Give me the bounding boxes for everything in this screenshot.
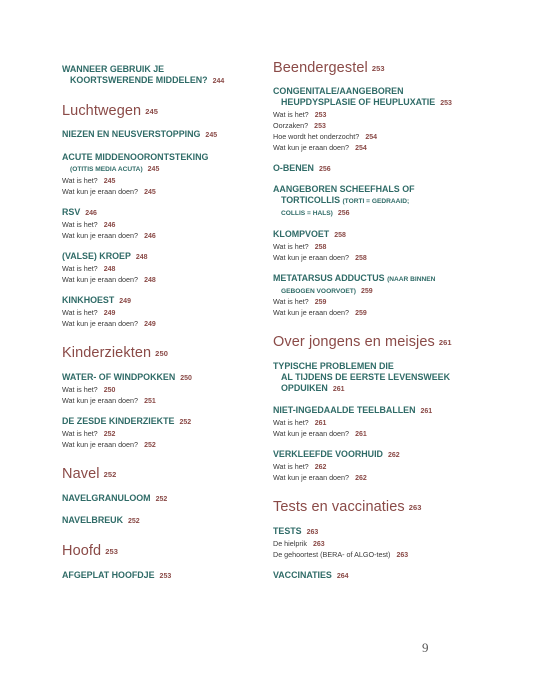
- toc-entry-middenoor[interactable]: ACUTE MIDDENOORONTSTEKING (OTITIS MEDIA ACUTA) 245: [62, 152, 209, 173]
- toc-sub-item[interactable]: Wat kun je eraan doen? 249: [62, 319, 156, 328]
- toc-sub-item[interactable]: Wat is het? 259: [273, 297, 327, 306]
- section-luchtwegen[interactable]: Luchtwegen 245: [62, 103, 159, 119]
- toc-sub-item[interactable]: Wat is het? 245: [62, 176, 116, 185]
- toc-entry-typische-problemen[interactable]: TYPISCHE PROBLEMEN DIE AL TIJDENS DE EERSTE LEVENSWEEK OPDUIKEN 261: [273, 361, 450, 393]
- toc-sub-item[interactable]: Wat kun je eraan doen? 245: [62, 187, 156, 196]
- section-kinderziekten[interactable]: Kinderziekten 250: [62, 345, 168, 361]
- toc-sub-item[interactable]: Wat kun je eraan doen? 254: [273, 143, 367, 152]
- toc-entry-heupdysplasie[interactable]: CONGENITALE/AANGEBOREN HEUPDYSPLASIE OF HEUPLUXATIE 253: [273, 86, 452, 107]
- section-navel[interactable]: Navel 252: [62, 466, 117, 482]
- toc-sub-item[interactable]: De gehoortest (BERA- of ALGO-test) 263: [273, 550, 409, 559]
- toc-entry-voorhuid[interactable]: VERKLEEFDE VOORHUID 262: [273, 449, 400, 459]
- toc-entry-rsv[interactable]: RSV 246: [62, 207, 97, 217]
- section-jongens-en-meisjes[interactable]: Over jongens en meisjes 261: [273, 334, 452, 350]
- toc-entry-vaccinaties[interactable]: VACCINATIES 264: [273, 570, 349, 580]
- toc-entry-kinkhoest[interactable]: KINKHOEST 249: [62, 295, 131, 305]
- toc-entry-metatarsus[interactable]: METATARSUS ADDUCTUS (NAAR BINNEN GEBOGEN VOORVOET) 259: [273, 273, 436, 295]
- toc-sub-item[interactable]: Wat kun je eraan doen? 252: [62, 440, 156, 449]
- toc-entry-waterpokken[interactable]: WATER- OF WINDPOKKEN 250: [62, 372, 192, 382]
- toc-sub-item[interactable]: Wat kun je eraan doen? 246: [62, 231, 156, 240]
- toc-sub-item[interactable]: Wat is het? 246: [62, 220, 116, 229]
- toc-entry-tests[interactable]: TESTS 263: [273, 526, 319, 536]
- toc-sub-item[interactable]: Wat is het? 262: [273, 462, 327, 471]
- toc-sub-item[interactable]: Wat is het? 258: [273, 242, 327, 251]
- section-hoofd[interactable]: Hoofd 253: [62, 543, 119, 559]
- toc-entry-afgeplat-hoofdje[interactable]: AFGEPLAT HOOFDJE 253: [62, 570, 172, 580]
- toc-sub-item[interactable]: Wat is het? 252: [62, 429, 116, 438]
- toc-entry-navelgranuloom[interactable]: NAVELGRANULOOM 252: [62, 493, 168, 503]
- toc-entry-navelbreuk[interactable]: NAVELBREUK 252: [62, 515, 140, 525]
- toc-sub-item[interactable]: Wat kun je eraan doen? 258: [273, 253, 367, 262]
- toc-sub-item[interactable]: Hoe wordt het onderzocht? 254: [273, 132, 377, 141]
- toc-entry-kroep[interactable]: (VALSE) KROEP 248: [62, 251, 148, 261]
- section-tests-en-vaccinaties[interactable]: Tests en vaccinaties 263: [273, 499, 422, 515]
- toc-sub-item[interactable]: Wat kun je eraan doen? 248: [62, 275, 156, 284]
- toc-entry-zesde-kinderziekte[interactable]: DE ZESDE KINDERZIEKTE 252: [62, 416, 192, 426]
- toc-entry-o-benen[interactable]: O-BENEN 256: [273, 163, 331, 173]
- toc-entry-teelballen[interactable]: NIET-INGEDAALDE TEELBALLEN 261: [273, 405, 433, 415]
- toc-entry-niezen[interactable]: NIEZEN EN NEUSVERSTOPPING 245: [62, 129, 218, 139]
- toc-sub-item[interactable]: Wat kun je eraan doen? 251: [62, 396, 156, 405]
- toc-sub-item[interactable]: Wat is het? 249: [62, 308, 116, 317]
- toc-sub-item[interactable]: Wat kun je eraan doen? 261: [273, 429, 367, 438]
- section-beendergestel[interactable]: Beendergestel 253: [273, 60, 385, 76]
- toc-sub-item[interactable]: Wat kun je eraan doen? 262: [273, 473, 367, 482]
- toc-sub-item[interactable]: Wat kun je eraan doen? 259: [273, 308, 367, 317]
- toc-sub-item[interactable]: Wat is het? 250: [62, 385, 116, 394]
- toc-sub-item[interactable]: Wat is het? 248: [62, 264, 116, 273]
- toc-sub-item[interactable]: Wat is het? 261: [273, 418, 327, 427]
- toc-sub-item[interactable]: Oorzaken? 253: [273, 121, 326, 130]
- page-number: 9: [422, 640, 429, 655]
- toc-sub-item[interactable]: Wat is het? 253: [273, 110, 327, 119]
- toc-sub-item[interactable]: De hielprik 263: [273, 539, 325, 548]
- toc-entry-scheefhals[interactable]: AANGEBOREN SCHEEFHALS OF TORTICOLLIS (TORTI = GEDRAAID; COLLIS = HALS) 256: [273, 184, 415, 217]
- toc-entry-klompvoet[interactable]: KLOMPVOET 258: [273, 229, 346, 239]
- toc-entry-koortswerende[interactable]: WANNEER GEBRUIK JE KOORTSWERENDE MIDDELEN? 244: [62, 64, 225, 85]
